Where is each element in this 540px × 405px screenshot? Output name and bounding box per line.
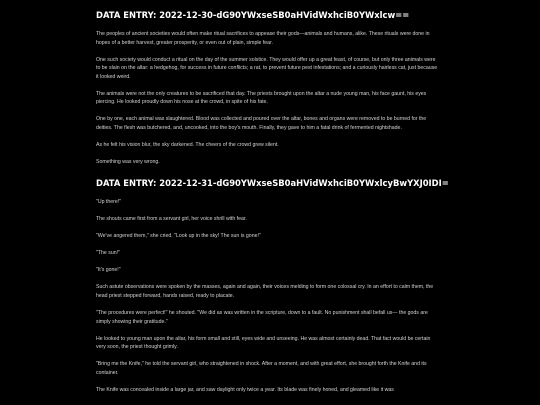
- paragraph: The Knife was concealed inside a large jar, and saw daylight only twice a year. Its blade was finely honed, and gleamed like it was: [96, 386, 394, 393]
- data-entry-2: [96, 178, 449, 394]
- paragraph: The peoples of ancient societies would often make ritual sacrifices to appease their gods—animals and humans, alike. These rituals were done in hopes of a better harvest, greater prosperity, or even out of plain, simple fear.: [96, 31, 430, 46]
- entry-heading: DATA ENTRY: 2022-12-30-dG90YWxseSB0aHVidWxhciB0YWxlcw==: [96, 10, 410, 20]
- paragraph: "We've angered them," she cried. "Look up in the sky! The sun is gone!": [96, 233, 261, 240]
- paragraph: Something was very wrong.: [96, 158, 160, 165]
- paragraph: One such society would conduct a ritual on the day of the summer solstice. They would offer up a great feast, of course, but only three animals were to be slain on the altar: a hedgehog, for success in future conflicts; a rat, to prevent future pest infestations; and a curiously hairless cat, just because it looked weird.: [96, 56, 438, 80]
- paragraph: Such astute observations were spoken by the masses, again and again, their voices melding to form one colossal cry. In an effort to calm them, the head priest stepped forward, hands raised, ready to placate.: [96, 284, 434, 299]
- paragraph: The animals were not the only creatures to be sacrificed that day. The priests brought upon the altar a nude young man, his face gaunt, his eyes piercing. He looked proudly down his nose at the crowd, in spite of his fate.: [96, 90, 427, 106]
- paragraph: "It's gone!": [96, 267, 121, 274]
- paragraph: "Bring me the Knife," he told the servant girl, who straightened in shock. After a moment, and with great effort, she brought forth the Knife and its container.: [96, 361, 427, 376]
- paragraph: One by one, each animal was slaughtered. Blood was collected and poured over the altar, bones and organs were removed to be burned for the deities. The flesh was butchered, and, uncooked, into the boy's mouth. Finally, they gave to him a fatal drink of fermented nightshade.: [96, 116, 427, 131]
- paragraph: The shouts came first from a servant girl, her voice shrill with fear.: [96, 216, 247, 223]
- paragraph: "The procedures were perfect!" he shouted. "We did as was written in the scripture, down to a fault. No punishment shall befall us— the gods are simply showing their gratitude.": [96, 309, 428, 325]
- document-page: [96, 10, 449, 403]
- paragraph: He looked to young man upon the altar, his form small and still, eyes wide and unseeing. He was almost certainly dead. That fact would be certain very soon, the priest thought grimly.: [96, 335, 431, 351]
- paragraph: As he felt his vision blur, the sky darkened. The cheers of the crowd grew silent.: [96, 141, 279, 148]
- paragraph: "The sun!": [96, 250, 120, 257]
- entry-heading: DATA ENTRY: 2022-12-31-dG90YWxseSB0aHVidWxhciB0YWxlcyBwYXJ0IDI=: [96, 178, 449, 189]
- data-entry-1: [96, 10, 440, 166]
- paragraph: "Up there!": [96, 199, 122, 206]
